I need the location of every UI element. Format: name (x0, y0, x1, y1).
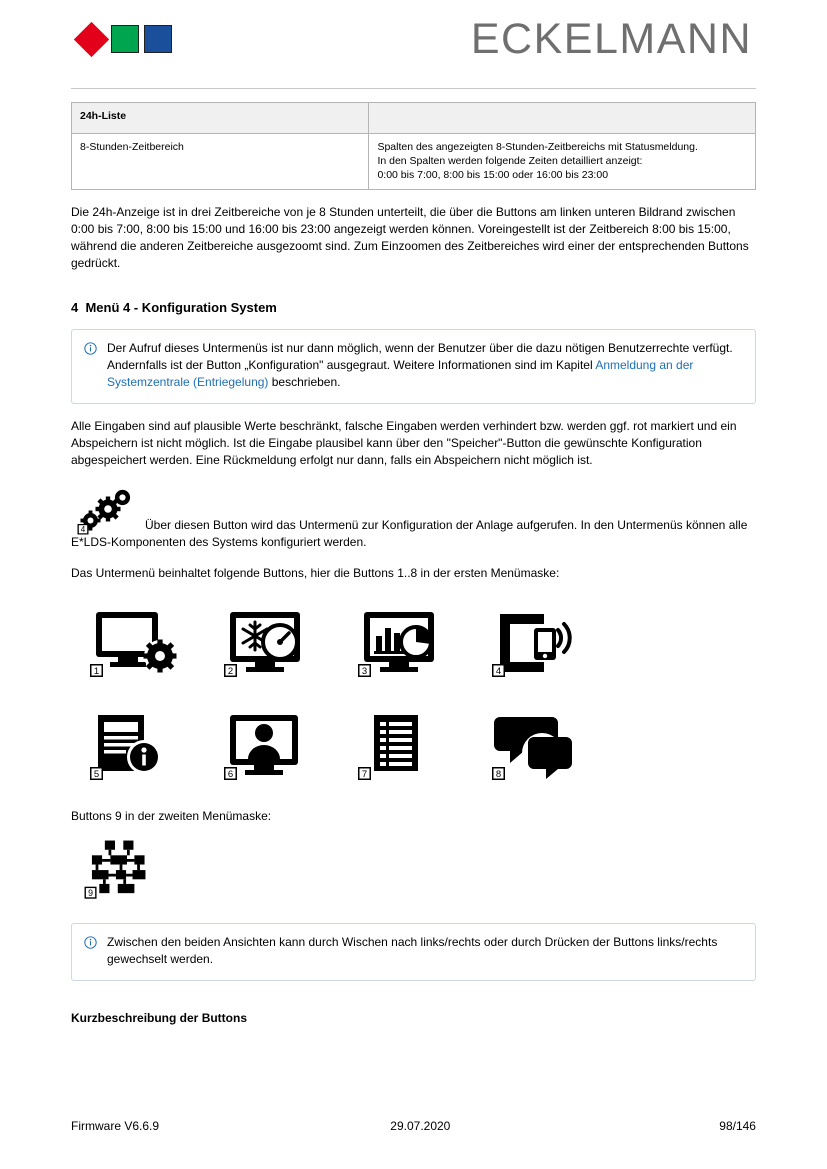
header-divider (71, 88, 756, 89)
section-heading (71, 300, 756, 315)
table-header-empty (369, 103, 756, 134)
icon-number-badge (85, 887, 97, 899)
icon-number: 3 (361, 665, 367, 677)
button-icon-grid-first (71, 594, 756, 794)
note-text-before: Der Aufruf dieses Untermenüs ist nur dann möglich, wenn der Benutzer über die dazu nötigen Benutzerrechte verfügt. Andernfalls ist der Button „Konfiguration" ausgegraut. Weitere Informationen sind im Kapitel (107, 340, 733, 373)
icon-number: 1 (93, 665, 99, 677)
network-nodes-icon[interactable] (79, 835, 175, 907)
reference-table (71, 102, 756, 190)
icon-cell-2[interactable] (213, 594, 326, 691)
footer-page-number: 98/146 (719, 1119, 756, 1133)
table-header-label: 24h-Liste (72, 103, 369, 134)
table-cell-description (369, 134, 756, 190)
info-icon (84, 342, 97, 355)
paragraph-intro: Die 24h-Anzeige ist in drei Zeitbereiche von je 8 Stunden unterteilt, die über die Buttons am linken unteren Bildrand zwischen 0:00 bis 7:00, 8:00 bis 15:00 und 16:00 bis 23:00 angezeigt werden können. Voreingestellt ist der Zeitbereich 8:00 bis 15:00, während die anderen Zeitbereiche ausgezoomt sind. Zum Einzoomen des Zeitbereiches wird einer der entsprechenden Buttons gedrückt. (71, 204, 749, 270)
note-link[interactable]: Anmeldung an der Systemzentrale (Entriegelung) (107, 358, 694, 390)
note-text: Zwischen den beiden Ansichten kann durch Wischen nach links/rechts oder durch Drücken der Buttons links/rechts gewechselt werden. (107, 935, 718, 967)
page-header (71, 0, 756, 78)
svg-text:4: 4 (80, 524, 86, 534)
table-header-row (72, 103, 756, 134)
icon-number-badge (224, 767, 237, 780)
icon-cell-6[interactable] (213, 697, 326, 794)
config-gear-icon (77, 487, 139, 535)
icon-number: 2 (227, 665, 233, 677)
icon-number: 5 (93, 768, 99, 780)
section-number: 4 (71, 299, 79, 315)
note-box-swipe (71, 923, 756, 981)
icon-number-badge (90, 664, 103, 677)
list-document-icon[interactable] (356, 707, 452, 785)
document-info-icon[interactable] (88, 707, 184, 785)
icon-number: 8 (495, 768, 501, 780)
remote-signal-icon[interactable] (490, 604, 586, 682)
desc-line-1: Spalten des angezeigten 8-Stunden-Zeitbereichs mit Statusmeldung. (377, 141, 698, 153)
snowflake-gauge-icon[interactable] (222, 604, 318, 682)
icon-number: 4 (495, 665, 501, 677)
note-text (107, 340, 743, 392)
paragraph-plausible: Alle Eingaben sind auf plausible Werte beschränkt, falsche Eingaben werden verhindert bzw. werden ggf. rot markiert und ein Abspeichern ist nicht möglich. Ist die Eingabe plausibel kann über den "Speicher"-Button die gewünschte Konfiguration abgespeichert werden. Eine Rückmeldung erfolgt nur dann, falls ein Abspeichern nicht möglich ist. (71, 418, 737, 467)
logo-blue-square (144, 25, 172, 53)
icon-number-badge (90, 767, 103, 780)
table-cell-label: 8-Stunden-Zeitbereich (72, 134, 369, 190)
gear-button-block (71, 487, 756, 551)
icon-number-badge (492, 767, 505, 780)
note-box-permissions (71, 329, 756, 404)
footer-firmware: Firmware V6.6.9 (71, 1119, 160, 1133)
subsection-heading: Kurzbeschreibung der Buttons (71, 1010, 248, 1025)
logo-green-square (111, 25, 139, 53)
icon-number: 6 (227, 768, 233, 780)
info-icon (84, 936, 97, 949)
paragraph-buttons-second: Buttons 9 in der zweiten Menümaske: (71, 809, 272, 823)
icon-cell-3[interactable] (347, 594, 460, 691)
icon-cell-4[interactable] (481, 594, 594, 691)
monitor-gear-icon[interactable] (88, 604, 184, 682)
icon-number-badge (358, 767, 371, 780)
paragraph-buttons-intro: Das Untermenü beinhaltet folgende Buttons, hier die Buttons 1..8 in der ersten Menümaske: (71, 565, 560, 580)
icon-cell-1[interactable] (79, 594, 192, 691)
footer-date: 29.07.2020 (390, 1119, 451, 1133)
icon-number-badge (492, 664, 505, 677)
icon-number: 9 (88, 887, 93, 898)
company-logo (79, 25, 172, 53)
user-monitor-icon[interactable] (222, 707, 318, 785)
icon-number: 7 (361, 768, 367, 780)
gear-paragraph: Über diesen Button wird das Untermenü zur Konfiguration der Anlage aufgerufen. In den Untermenüs können alle E*LDS-Komponenten des Systems konfiguriert werden. (71, 517, 748, 549)
section-title: Menü 4 - Konfiguration System (85, 299, 277, 315)
brand-name: ECKELMANN (470, 14, 752, 63)
icon-number-badge (224, 664, 237, 677)
button-icon-grid-second (71, 835, 756, 901)
logo-red-diamond (74, 21, 109, 56)
desc-line-2: In den Spalten werden folgende Zeiten detailliert anzeigt: (377, 155, 643, 168)
page-footer (71, 1119, 756, 1133)
chart-monitor-icon[interactable] (356, 604, 452, 682)
desc-line-3: 0:00 bis 7:00, 8:00 bis 15:00 oder 16:00 bis 23:00 (377, 169, 609, 182)
icon-cell-5[interactable] (79, 697, 192, 794)
icon-cell-7[interactable] (347, 697, 460, 794)
table-row (72, 134, 756, 190)
speech-bubbles-icon[interactable] (490, 707, 586, 785)
gear-number-badge (78, 524, 89, 535)
icon-number-badge (358, 664, 371, 677)
note-text-after: beschrieben. (268, 375, 341, 390)
icon-cell-8[interactable] (481, 697, 594, 794)
